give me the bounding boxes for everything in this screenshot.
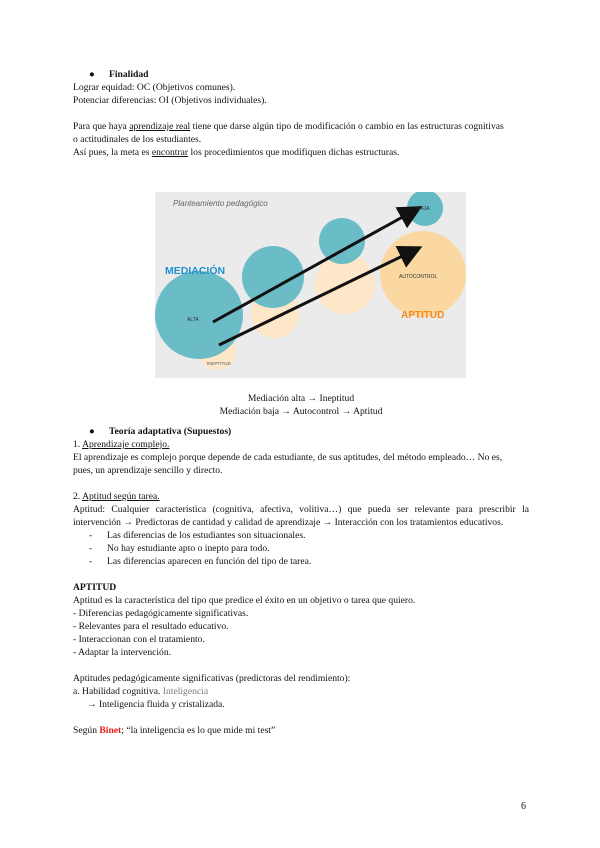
dash-mark: - <box>89 543 93 554</box>
bullet-icon: ● <box>89 426 95 437</box>
finalidad-line-2: Potenciar diferencias: OI (Objetivos individuales). <box>73 95 267 106</box>
caption-line-2: Mediación baja → Autocontrol → Aptitud <box>219 406 383 417</box>
predictoras-line: Aptitudes pedagógicamente significativas (predictoras del rendimiento): <box>73 673 351 684</box>
aptitud-heading: APTITUD <box>73 582 117 593</box>
text-span: Así pues, la meta es <box>73 147 152 158</box>
item-1-title <box>73 438 529 451</box>
paragraph-1-line-1 <box>73 120 529 133</box>
mediacion-label: MEDIACIÓN <box>165 265 226 277</box>
sub-item-text: No hay estudiante apto o inepto para todo. <box>107 543 270 554</box>
alta-label: ALTA <box>187 317 199 323</box>
item-number: 1. <box>73 439 83 450</box>
aptitud-item: - Interaccionan con el tratamiento. <box>73 634 205 645</box>
sub-item-text: Las diferencias aparecen en función del tipo de tarea. <box>107 556 312 567</box>
dash-mark: - <box>89 556 93 567</box>
finalidad-title: Finalidad <box>109 69 149 80</box>
aptitud-item: - Diferencias pedagógicamente significativas. <box>73 608 249 619</box>
text-span: Para que haya <box>73 121 130 132</box>
dash-mark: - <box>89 530 93 541</box>
underlined-term: Aptitud según tarea. <box>82 491 160 502</box>
item-1-text-1: El aprendizaje es complejo porque depende de cada estudiante, de sus aptitudes, del método empleado… No es, <box>73 452 503 463</box>
sub-item <box>73 555 529 568</box>
underlined-term: Aprendizaje complejo. <box>82 439 170 450</box>
paragraph-2 <box>73 146 529 159</box>
teoria-title: Teoría adaptativa (Supuestos) <box>109 426 232 437</box>
binet-line <box>73 724 529 737</box>
binet-name: Binet <box>99 725 122 736</box>
text-span: a. Habilidad cognitiva. <box>73 686 163 697</box>
finalidad-line-1: Lograr equidad: OC (Objetivos comunes). <box>73 82 236 93</box>
text-span: Según <box>73 725 100 736</box>
text-span: ; “la inteligencia es lo que mide mi test” <box>121 725 276 736</box>
text-span: tiene que darse algún tipo de modificación o cambio en las estructuras cognitivas <box>190 121 504 132</box>
bullet-icon: ● <box>89 69 95 80</box>
item-1-text-2: pues, un aprendizaje sencillo y directo. <box>73 465 223 476</box>
sub-item <box>73 542 529 555</box>
sub-item <box>73 529 529 542</box>
teoria-heading <box>73 425 529 438</box>
text-span: los procedimientos que modifiquen dichas estructuras. <box>188 147 400 158</box>
diagram-title: Planteamiento pedagógico <box>173 199 268 208</box>
page-content-lower <box>73 392 529 737</box>
aptitud-item: - Relevantes para el resultado educativo. <box>73 621 229 632</box>
paragraph-1-line-2: o actitudinales de los estudiantes. <box>73 134 202 145</box>
page-number: 6 <box>521 801 526 812</box>
fluida-line: → Inteligencia fluida y cristalizada. <box>87 699 225 710</box>
sub-item-text: Las diferencias de los estudiantes son situacionales. <box>107 530 306 541</box>
aptitud-item: - Adaptar la intervención. <box>73 647 172 658</box>
ineptitud-label: INEPTITUD <box>207 361 231 366</box>
baja-label: BAJA <box>417 206 430 212</box>
underlined-term: aprendizaje real <box>129 121 191 132</box>
diagram-svg <box>155 192 466 378</box>
alta-circle <box>155 271 243 359</box>
item-number: 2. <box>73 491 83 502</box>
gray-term: Inteligencia <box>162 686 209 697</box>
pedagogical-diagram <box>155 192 466 378</box>
underlined-term: encontrar <box>151 147 189 158</box>
page-content <box>73 68 529 159</box>
item-2-text: Aptitud: Cualquier característica (cognitiva, afectiva, volitiva…) que pueda ser relevante para prescribir la intervención → Predictoras de cantidad y calidad de aprendizaje → Interacción con los tratamientos educativos. <box>73 504 529 528</box>
aptitud-label: APTITUD <box>401 310 445 321</box>
autocontrol-label: AUTOCONTROL <box>399 274 438 280</box>
finalidad-heading <box>73 68 529 81</box>
item-2-title <box>73 490 529 503</box>
aptitud-intro: Aptitud es la característica del tipo que predice el éxito en un objetivo o tarea que quiero. <box>73 595 416 606</box>
habilidad-line <box>73 685 529 698</box>
caption-line-1: Mediación alta → Ineptitud <box>247 393 355 404</box>
